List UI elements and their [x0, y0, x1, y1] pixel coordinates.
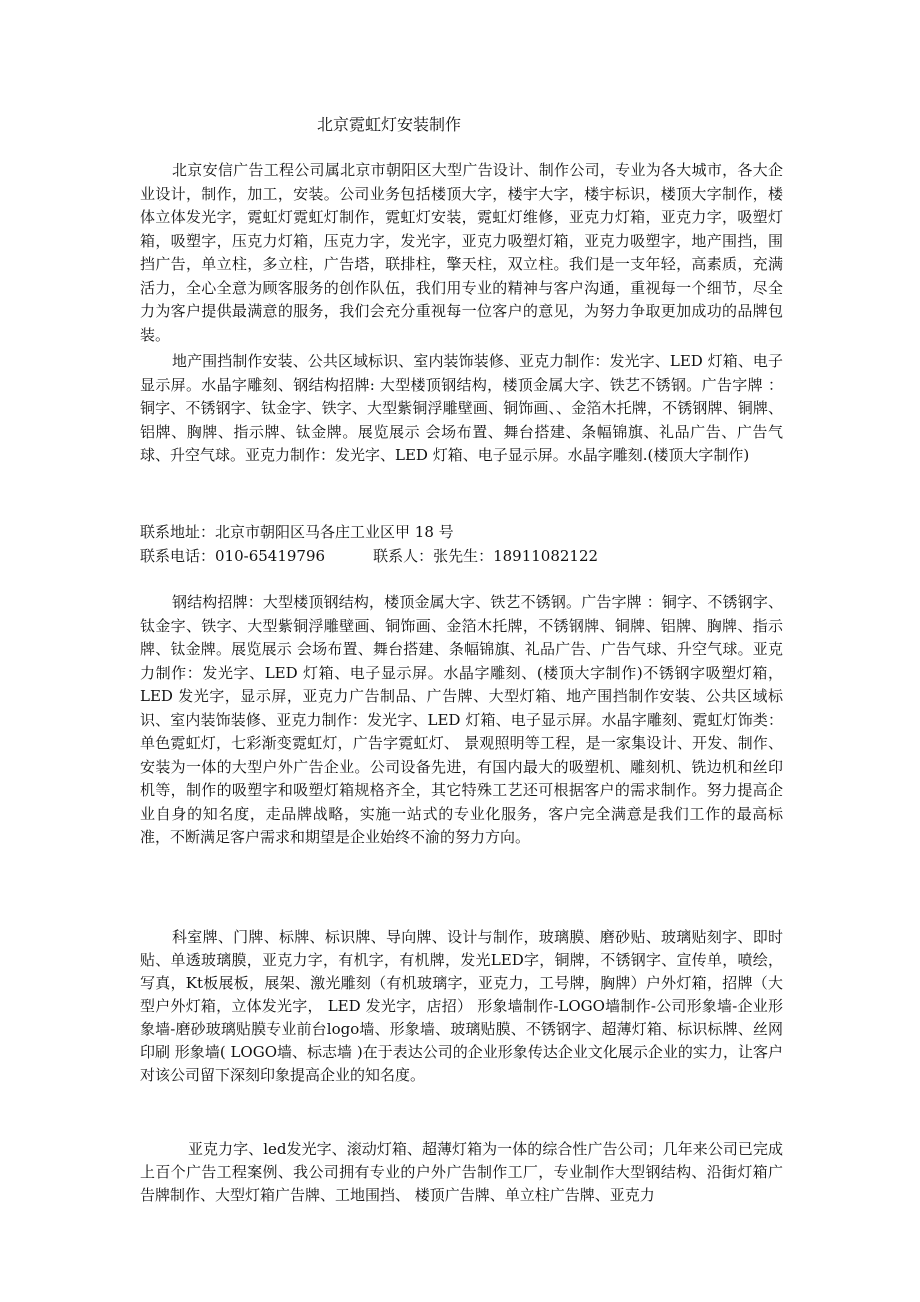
contact-phone-line [140, 545, 598, 569]
paragraph-company-summary: 亚克力字、led发光字、滚动灯箱、超薄灯箱为一体的综合性广告公司；几年来公司已完成上百个广告工程案例、我公司拥有专业的户外广告制作工厂，专业制作大型钢结构、沿街灯箱广告牌制作、大型灯箱广告牌、工地围挡、 楼顶广告牌、单立柱广告牌、亚克力 [140, 1140, 783, 1204]
document-title: 北京霓虹灯安装制作 [317, 115, 462, 134]
paragraph-steel-signage: 钢结构招牌：大型楼顶钢结构，楼顶金属大字、铁艺不锈钢。广告字牌 ：铜字、不锈钢字、钛金字、铁字、大型紫铜浮雕壁画、铜饰画、金箔木托牌，不锈钢牌、铜牌、铝牌、胸牌、指示牌、钛金牌。展览展示 会场布置、舞台搭建、条幅锦旗、礼品广告、广告气球、升空气球。亚克力制作：发光字、LED 灯箱、电子显示屏。水晶字雕刻、(楼顶大字制作)不锈钢字吸塑灯箱，LED 发光字，显示屏，亚克力广告制品、广告牌、大型灯箱、地产围挡制作安装、公共区域标识、室内装饰装修、亚克力制作：发光字、LED 灯箱、电子显示屏。水晶字雕刻、霓虹灯饰类：单色霓虹灯，七彩渐变霓虹灯，广告字霓虹灯、 景观照明等工程，是一家集设计、开发、制作、安装为一体的大型户外广告企业。公司设备先进，有国内最大的吸塑机、雕刻机、铣边机和丝印机等，制作的吸塑字和吸塑灯箱规格齐全，其它特殊工艺还可根据客户的需求制作。努力提高企业自身的知名度，走品牌战略，实施一站式的专业化服务，客户完全满意是我们工作的最高标准，不断满足客户需求和期望是企业始终不渝的努力方向。 [140, 593, 783, 846]
contact-address-label: 联系地址： [140, 523, 216, 541]
contact-person-value: 张先生：18911082122 [433, 547, 599, 565]
contact-address-value: 北京市朝阳区马各庄工业区甲 18 号 [215, 523, 454, 541]
paragraph-sign-types: 科室牌、门牌、标牌、标识牌、导向牌、设计与制作，玻璃膜、磨砂贴、玻璃贴刻字、即时贴、单透玻璃膜，亚克力字，有机字，有机牌，发光LED字，铜牌，不锈钢字、宣传单，喷绘，写真，Kt板展板，展架、激光雕刻（有机玻璃字，亚克力，工号牌，胸牌）户外灯箱，招牌（大型户外灯箱，立体发光字， LED 发光字，店招） 形象墙制作-LOGO墙制作-公司形象墙-企业形象墙-磨砂玻璃贴膜专业前台logo墙、形象墙、玻璃贴膜、不锈钢字、超薄灯箱、标识标牌、丝网印刷 形象墙( LOGO墙、标志墙 )在于表达公司的企业形象传达企业文化展示企业的实力，让客户对该公司留下深刻印象提高企业的知名度。 [140, 928, 783, 1084]
contact-person-label: 联系人： [373, 547, 434, 565]
contact-phone-label: 联系电话： [140, 547, 216, 565]
paragraph-services: 地产围挡制作安装、公共区域标识、室内装饰装修、亚克力制作：发光字、LED 灯箱、电子显示屏。水晶字雕刻、钢结构招牌: 大型楼顶钢结构，楼顶金属大字、铁艺不锈钢。广告字牌 ：铜字、不锈钢字、钛金字、铁字、大型紫铜浮雕壁画、铜饰画、、金箔木托牌，不锈钢牌、铜牌、铝牌、胸牌、指示牌、钛金牌。展览展示 会场布置、舞台搭建、条幅锦旗、礼品广告、广告气球、升空气球。亚克力制作：发光字、LED 灯箱、电子显示屏。水晶字雕刻.(楼顶大字制作) [140, 352, 783, 464]
paragraph-company-intro: 北京安信广告工程公司属北京市朝阳区大型广告设计、制作公司，专业为各大城市，各大企业设计，制作，加工，安装。公司业务包括楼顶大字，楼宇大字，楼宇标识，楼顶大字制作，楼体立体发光字，霓虹灯霓虹灯制作，霓虹灯安装，霓虹灯维修，亚克力灯箱，亚克力字，吸塑灯箱，吸塑字，压克力灯箱，压克力字，发光字，亚克力吸塑灯箱，亚克力吸塑字，地产围挡，围挡广告，单立柱，多立柱，广告塔，联排柱，擎天柱，双立柱。我们是一支年轻，高素质，充满活力，全心全意为顾客服务的创作队伍，我们用专业的精神与客户沟通，重视每一个细节，尽全力为客户提供最满意的服务，我们会充分重视每一位客户的意见，为努力争取更加成功的品牌包装。 [140, 161, 783, 344]
contact-address-line [140, 521, 454, 545]
contact-phone-value: 010-65419796 [215, 547, 326, 565]
